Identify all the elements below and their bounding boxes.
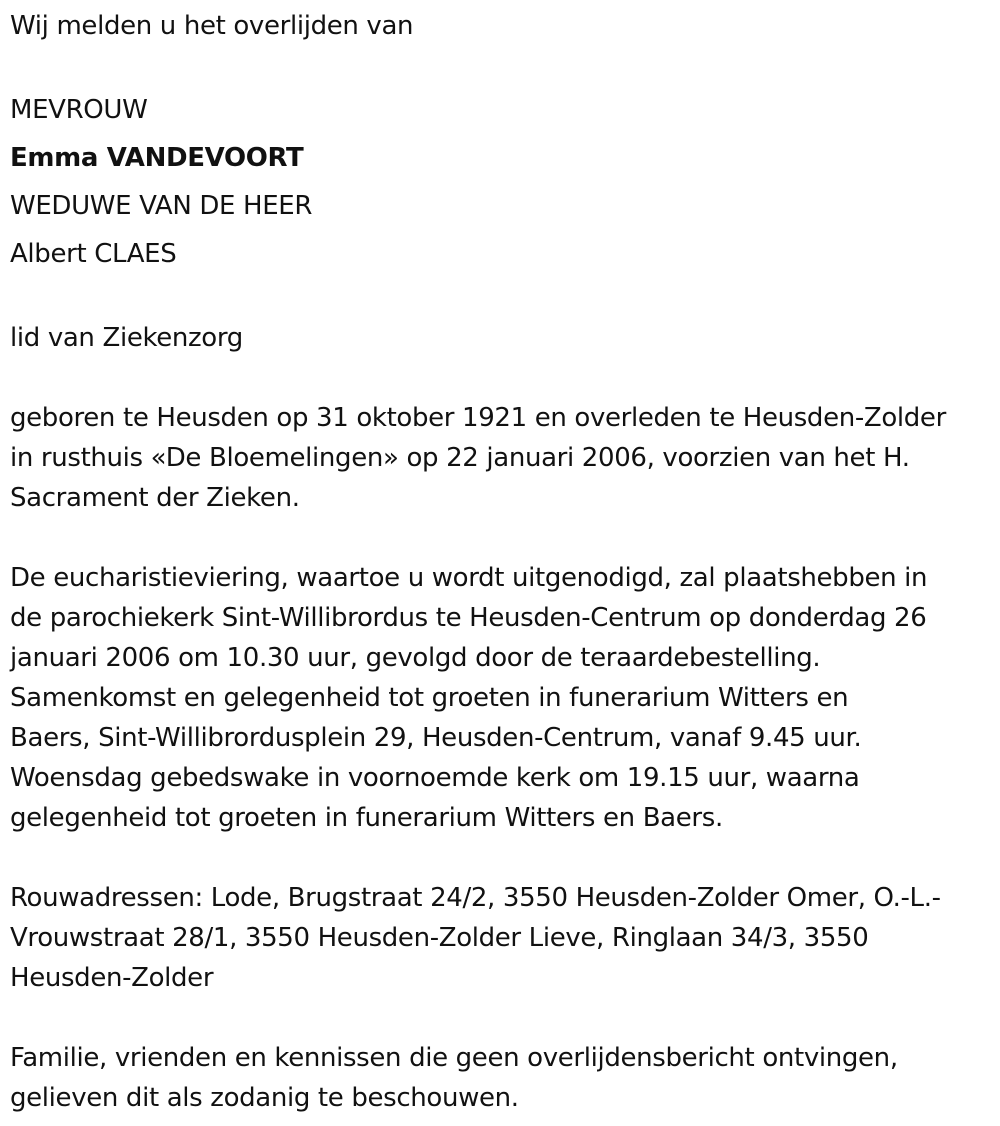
spacer	[10, 358, 1000, 398]
paragraph-line: gelegenheid tot groeten in funerarium Witters en Baers.	[10, 803, 723, 833]
spacer	[10, 838, 1000, 878]
addresses-paragraph	[10, 878, 1000, 998]
paragraph-line: gelieven dit als zodanig te beschouwen.	[10, 1083, 519, 1113]
closing-paragraph	[10, 1038, 1000, 1118]
paragraph-line: Woensdag gebedswake in voornoemde kerk om 19.15 uur, waarna	[10, 763, 860, 793]
paragraph-line: Rouwadressen: Lode, Brugstraat 24/2, 3550 Heusden-Zolder Omer, O.-L.-	[10, 883, 941, 913]
membership-text: lid van Ziekenzorg	[10, 323, 243, 353]
ceremony-paragraph	[10, 558, 1000, 838]
spacer	[10, 518, 1000, 558]
paragraph-line: Vrouwstraat 28/1, 3550 Heusden-Zolder Lieve, Ringlaan 34/3, 3550	[10, 923, 869, 953]
spacer	[10, 278, 1000, 318]
birth-death-paragraph	[10, 398, 1000, 518]
deceased-name: Emma VANDEVOORT	[10, 143, 304, 173]
paragraph-line: Heusden-Zolder	[10, 963, 214, 993]
paragraph-line: Sacrament der Zieken.	[10, 483, 300, 513]
paragraph-line: in rusthuis «De Bloemelingen» op 22 januari 2006, voorzien van het H.	[10, 443, 910, 473]
spouse-name: Albert CLAES	[10, 239, 177, 269]
paragraph-line: de parochiekerk Sint-Willibrordus te Heusden-Centrum op donderdag 26	[10, 603, 927, 633]
paragraph-line: Samenkomst en gelegenheid tot groeten in funerarium Witters en	[10, 683, 849, 713]
spacer	[10, 998, 1000, 1038]
title-prefix: MEVROUW	[10, 95, 148, 125]
paragraph-line: Baers, Sint-Willibrordusplein 29, Heusden-Centrum, vanaf 9.45 uur.	[10, 723, 862, 753]
paragraph-line: Familie, vrienden en kennissen die geen overlijdensbericht ontvingen,	[10, 1043, 898, 1073]
intro-text: Wij melden u het overlijden van	[10, 11, 414, 41]
spacer	[10, 46, 1000, 86]
widow-of-line: WEDUWE VAN DE HEER	[10, 191, 313, 221]
paragraph-line: januari 2006 om 10.30 uur, gevolgd door de teraardebestelling.	[10, 643, 821, 673]
paragraph-line: geboren te Heusden op 31 oktober 1921 en overleden te Heusden-Zolder	[10, 403, 946, 433]
paragraph-line: De eucharistieviering, waartoe u wordt uitgenodigd, zal plaatshebben in	[10, 563, 928, 593]
